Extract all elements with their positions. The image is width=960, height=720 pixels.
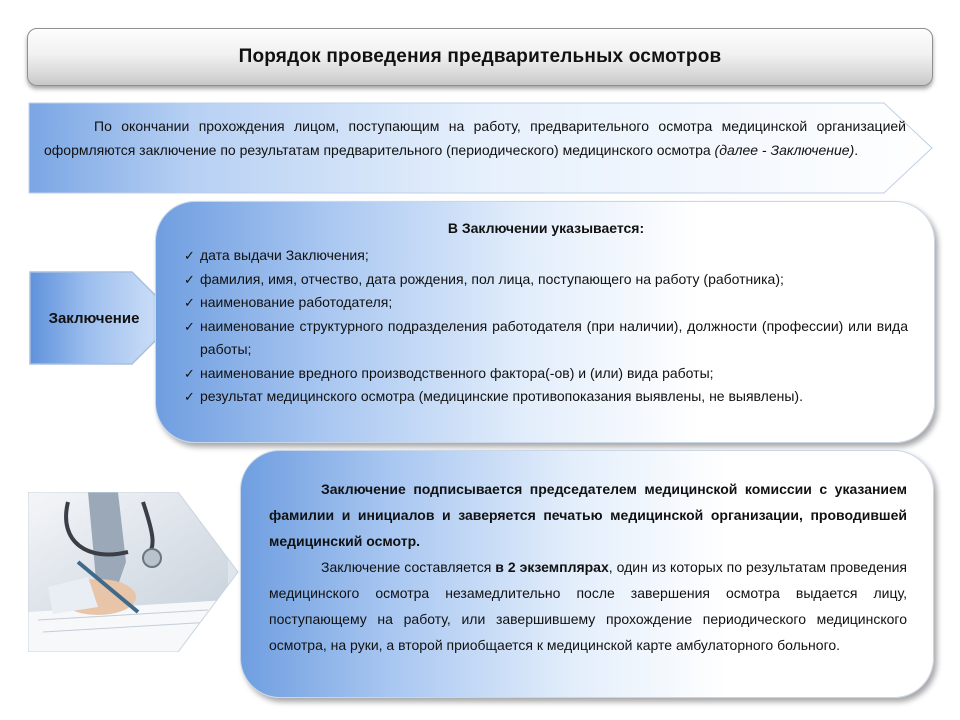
list-item-text: наименование работодателя; [200,294,393,310]
intro-tail: . [854,142,859,158]
copies-end: , один из которых по результатам проведения медицинского осмотра незамедлительно после завершения осмотра выдается лицу, поступающему на работу, или завершившему прохождение периодического медицинского осмотра, на руки, а второй приобщается к медицинской карте амбулаторного больного. [269,559,907,653]
list-item [184,244,908,268]
copies-count: в 2 экземплярах [495,559,609,575]
list-item-text: результат медицинского осмотра (медицинские противопоказания выявлены, не выявлены). [200,388,803,404]
list-item-text: фамилия, имя, отчество, дата рождения, пол лица, поступающего на работу (работника); [200,270,784,287]
check-icon: ✓ [184,248,195,263]
intro-text [44,114,906,162]
check-icon: ✓ [184,389,195,404]
list-item [184,291,908,315]
intro-arrow-box [28,102,934,194]
contents-card [155,201,935,443]
check-icon: ✓ [184,271,195,287]
page-title: Порядок проведения предварительных осмотров [238,46,722,67]
list-item [184,362,908,386]
intro-main: По окончании прохождения лицом, поступающим на работу, предварительного осмотра медицинской организацией оформляются заключение по результатам предварительного (периодического) медицинского осмотра [44,118,906,158]
intro-note: (далее - Заключение) [714,142,855,158]
doctor-writing-icon [28,492,264,652]
copies-paragraph [269,554,907,658]
label-text: Заключение [48,309,140,327]
list-item [184,315,908,362]
title-bar [27,28,933,86]
signing-bold-paragraph: Заключение подписывается председателем медицинской комиссии с указанием фамилии и инициалов и заверяется печатью медицинской организации, проводившей медицинский осмотр. [269,481,907,549]
list-item-text: наименование вредного производственного фактора(-ов) и (или) вида работы; [200,364,714,381]
list-item [184,268,908,292]
check-icon: ✓ [184,365,195,381]
copies-start: Заключение составляется [321,559,496,575]
contents-heading: В Заключении указывается: [447,220,645,236]
signing-text [269,476,907,658]
list-item-text: наименование структурного подразделения работодателя (при наличии), должности (профессии) или вида работы; [200,317,908,357]
signing-card [240,450,934,698]
check-icon: ✓ [184,318,195,334]
contents-list [184,244,908,409]
check-icon: ✓ [184,295,195,310]
list-item [184,385,908,409]
list-item-text: дата выдачи Заключения; [200,247,369,263]
